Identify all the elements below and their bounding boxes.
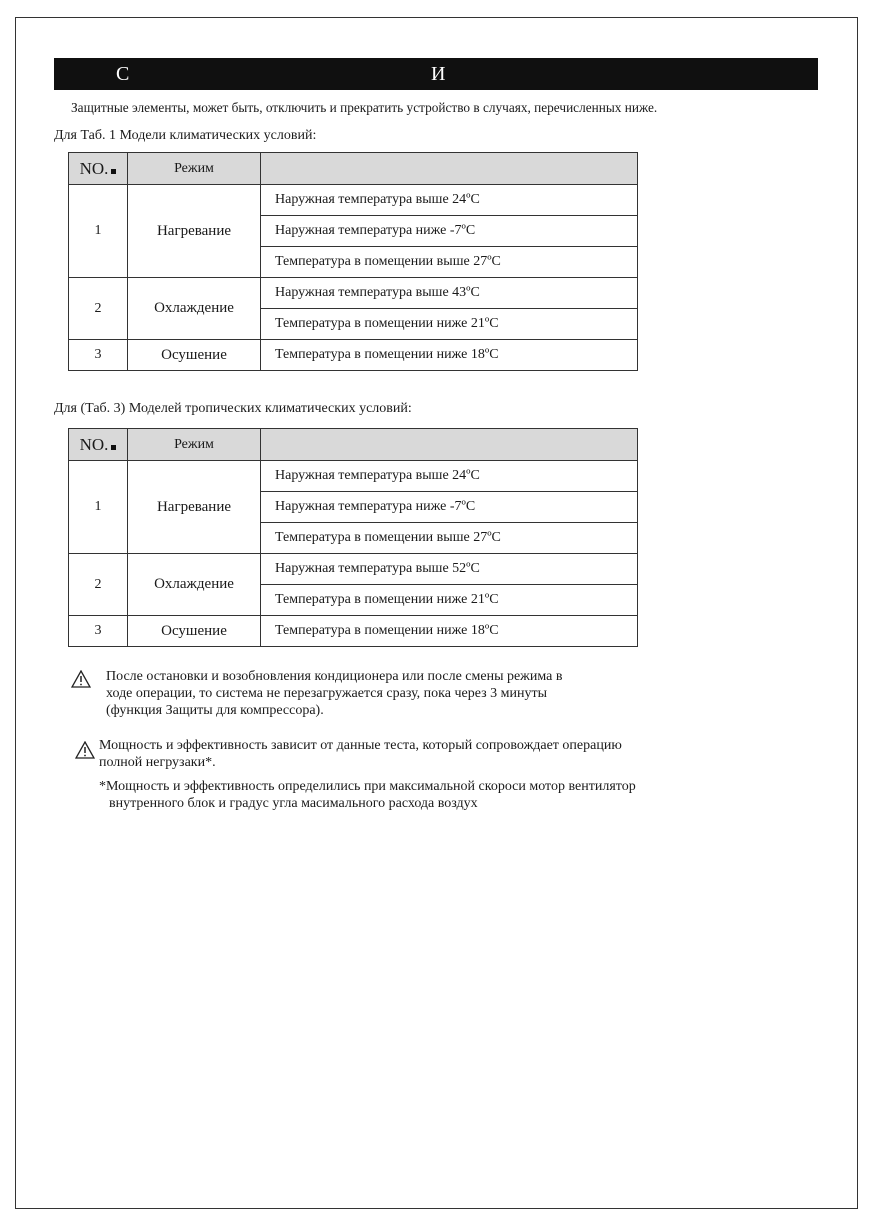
note-line: полной негрузаки*.: [99, 755, 216, 770]
intro-text: Защитные элементы, может быть, отключить и прекратить устройство в случаях, перечисленных ниже.: [71, 100, 658, 115]
table-row: [69, 616, 638, 647]
note-line: (функция Защиты для компрессора).: [106, 703, 324, 718]
table1: [68, 152, 638, 371]
row-no: 2: [69, 554, 128, 616]
row-no: 2: [69, 278, 128, 340]
note-line: Мощность и эффективность зависит от данные теста, который сопровождает операцию: [99, 738, 622, 753]
row-condition: Наружная температура выше 43ºC: [261, 278, 638, 309]
header-mode: Режим: [128, 153, 261, 185]
header-no: NO.: [69, 153, 128, 185]
table-row: [69, 340, 638, 371]
row-mode: Осушение: [128, 340, 261, 371]
row-condition: Температура в помещении выше 27ºC: [261, 247, 638, 278]
footnote: [99, 778, 636, 812]
table-header-row: [69, 429, 638, 461]
table2-caption: Для (Таб. 3) Моделей тропических климатических условий:: [54, 401, 412, 416]
table-header-row: [69, 153, 638, 185]
header-mode: Режим: [128, 429, 261, 461]
row-condition: Наружная температура ниже -7ºC: [261, 492, 638, 523]
row-mode: Охлаждение: [128, 278, 261, 340]
table-row: [69, 278, 638, 309]
table-row: [69, 185, 638, 216]
header-no: NO.: [69, 429, 128, 461]
row-mode: Охлаждение: [128, 554, 261, 616]
row-no: 1: [69, 185, 128, 278]
row-condition: Наружная температура ниже -7ºC: [261, 216, 638, 247]
row-condition: Температура в помещении ниже 18ºC: [261, 616, 638, 647]
table1-caption: Для Таб. 1 Модели климатических условий:: [54, 128, 317, 143]
note-line: внутренного блок и градус угла масимального расхода воздух: [109, 796, 478, 811]
note-line: ходе операции, то система не перезагружается сразу, пока через 3 минуты: [106, 686, 548, 701]
row-mode: Осушение: [128, 616, 261, 647]
table-row: [69, 554, 638, 585]
capacity-note: [99, 737, 622, 771]
row-condition: Наружная температура выше 24ºC: [261, 461, 638, 492]
row-mode: Нагревание: [128, 461, 261, 554]
header-center-char: И: [431, 63, 446, 85]
table2: [68, 428, 638, 647]
row-condition: Температура в помещении ниже 21ºC: [261, 585, 638, 616]
warning-icon: [75, 741, 95, 759]
row-condition: Температура в помещении ниже 18ºC: [261, 340, 638, 371]
row-no: 3: [69, 340, 128, 371]
header-condition: [261, 429, 638, 461]
restart-note: [106, 668, 562, 719]
table-row: [69, 461, 638, 492]
row-no: 3: [69, 616, 128, 647]
header-condition: [261, 153, 638, 185]
section-header-bar: [54, 58, 818, 90]
header-left-char: С: [116, 63, 130, 85]
row-no: 1: [69, 461, 128, 554]
row-condition: Температура в помещении выше 27ºC: [261, 523, 638, 554]
row-mode: Нагревание: [128, 185, 261, 278]
row-condition: Наружная температура выше 52ºC: [261, 554, 638, 585]
row-condition: Наружная температура выше 24ºC: [261, 185, 638, 216]
row-condition: Температура в помещении ниже 21ºC: [261, 309, 638, 340]
note-line: *Мощность и эффективность определились при максимальной скороси мотор вентилятор: [99, 779, 636, 794]
warning-icon: [71, 670, 91, 688]
note-line: После остановки и возобновления кондиционера или после смены режима в: [106, 669, 563, 684]
